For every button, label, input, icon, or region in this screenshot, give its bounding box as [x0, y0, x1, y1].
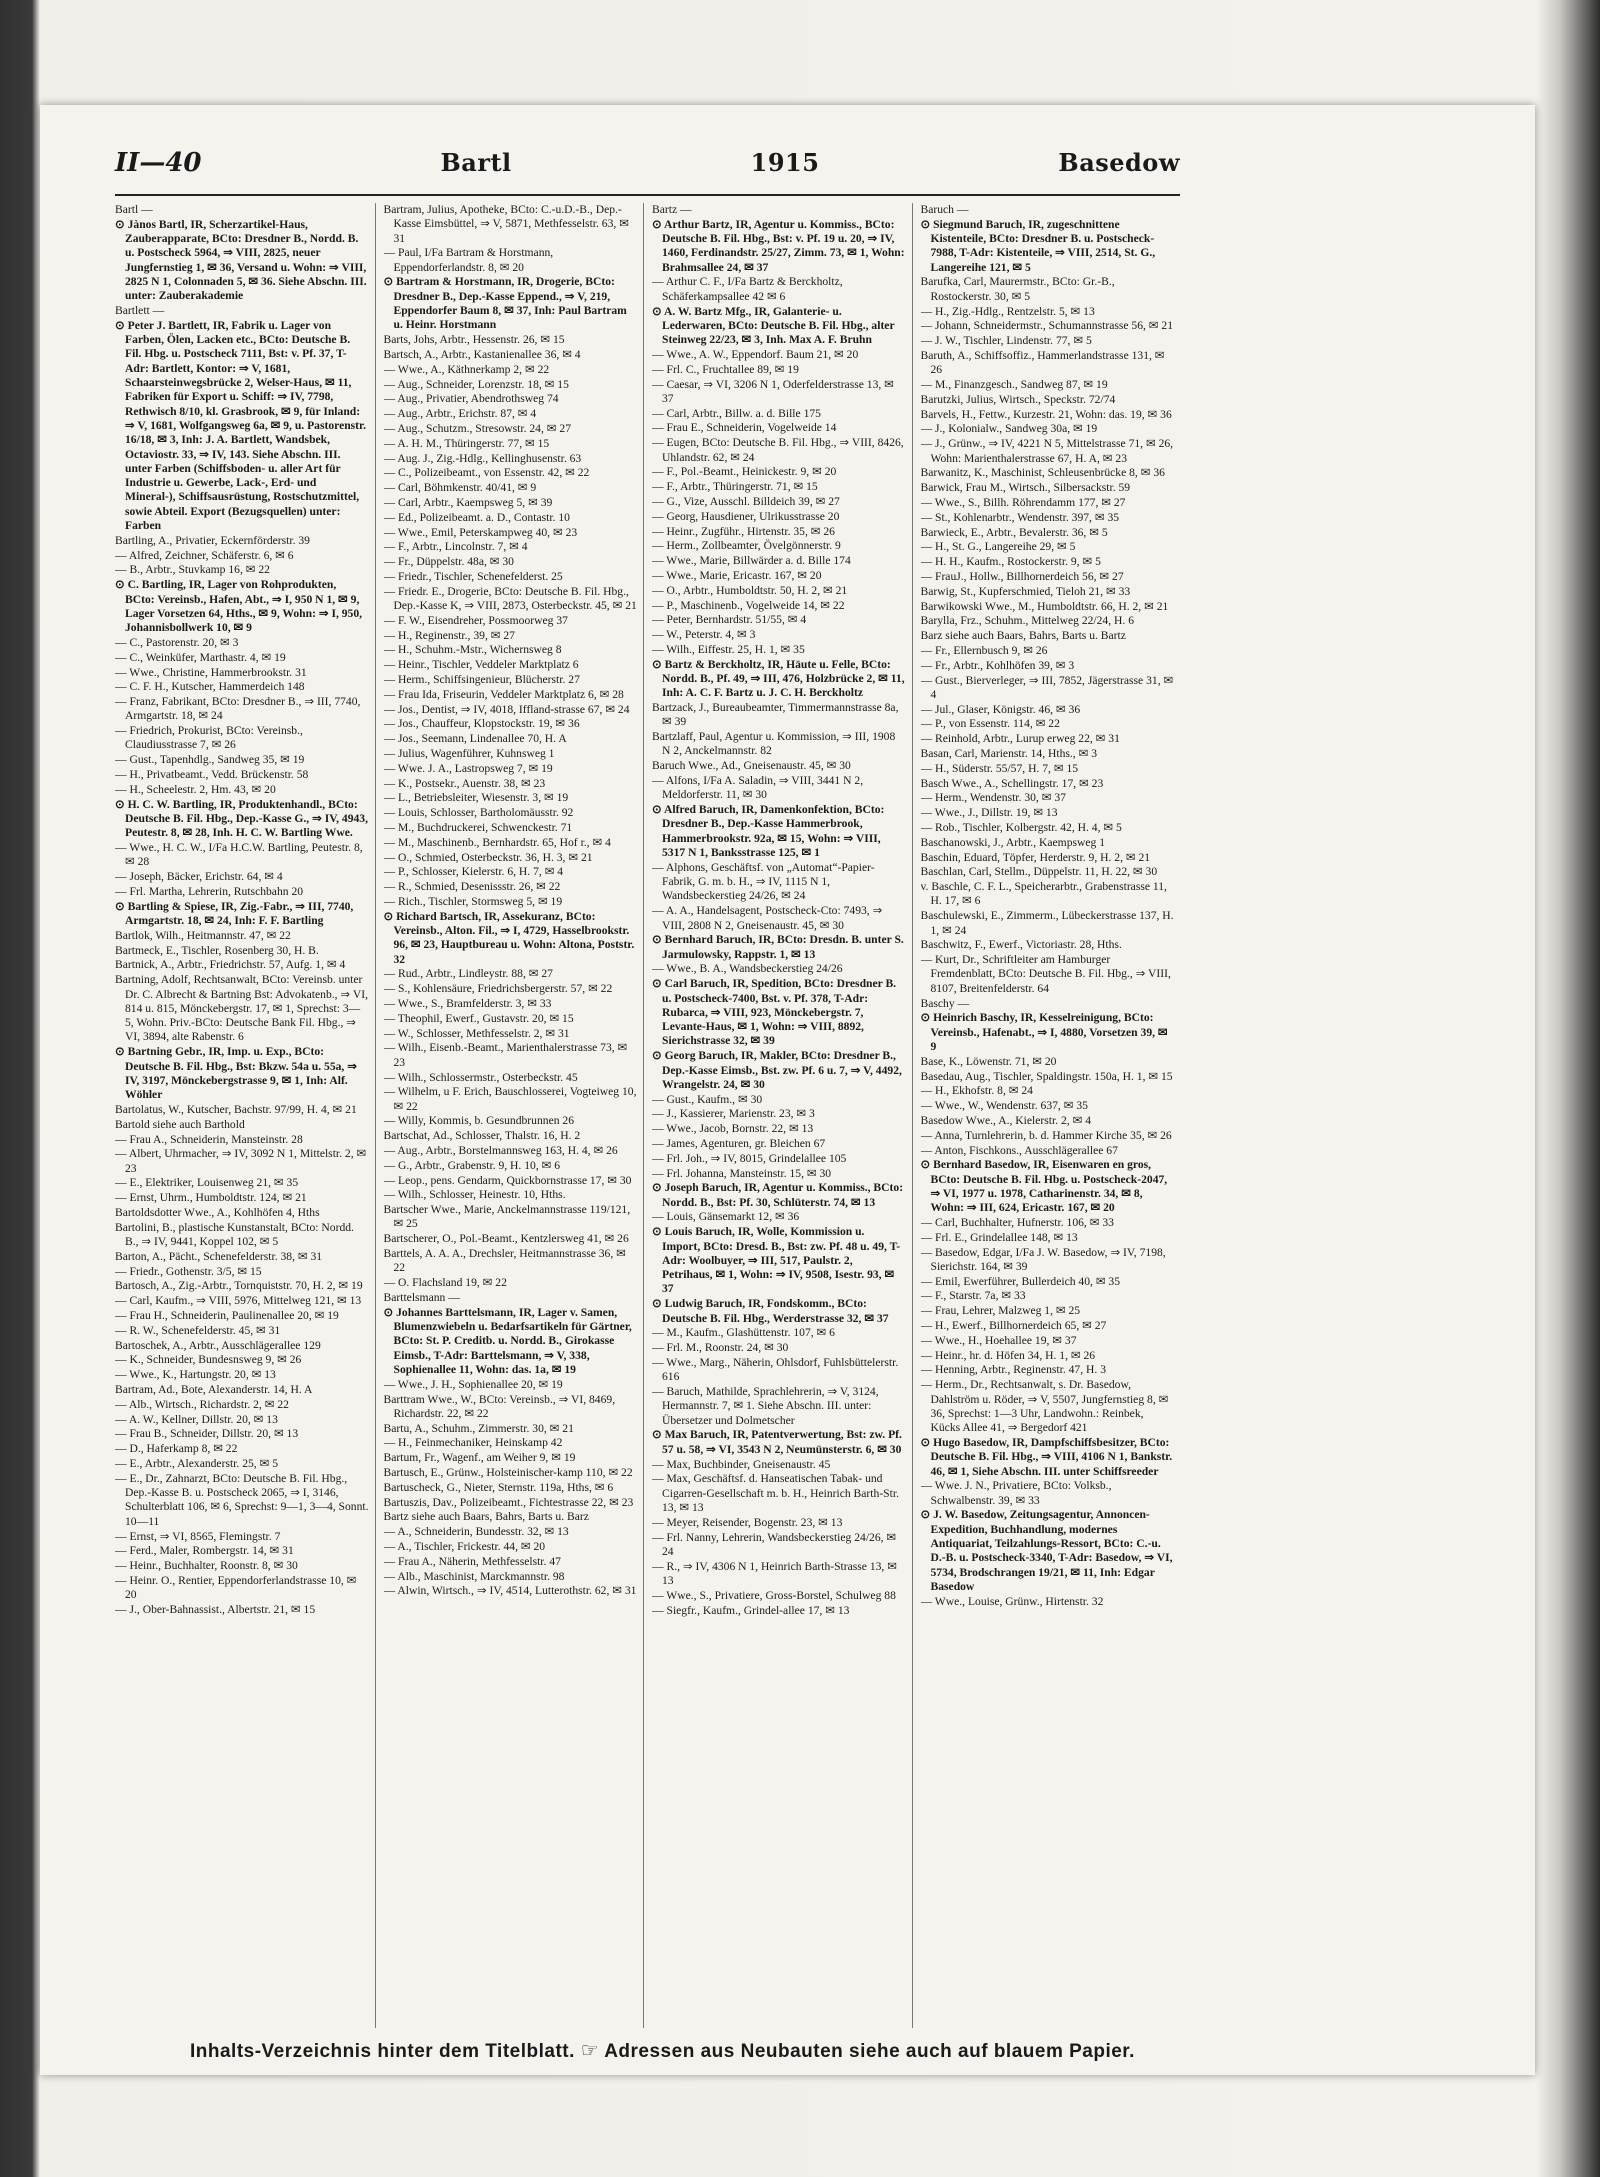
directory-entry: — Meyer, Reisender, Bogenstr. 23, ✉ 13	[652, 1515, 843, 1529]
directory-entry: — Rud., Arbtr., Lindleystr. 88, ✉ 27	[383, 967, 553, 981]
directory-entry: — Wwe., Christine, Hammerbrookstr. 31	[115, 665, 307, 679]
directory-entry: Baschanowski, J., Arbtr., Kaempsweg 1	[920, 835, 1106, 849]
directory-entry: — Louis, Gänsemarkt 12, ✉ 36	[652, 1210, 800, 1224]
directory-entry: Barwikowski Wwe., M., Humboldtstr. 66, H. 2, ✉ 21	[920, 599, 1169, 613]
footer-left-text: Inhalts-Verzeichnis hinter dem Titelblatt.	[190, 2041, 575, 2062]
directory-entry: Bartl —	[115, 203, 153, 216]
directory-entry: — Wwe., J. H., Sophienallee 20, ✉ 19	[383, 1377, 563, 1391]
directory-entry: — Wwe., J., Dillstr. 19, ✉ 13	[920, 806, 1058, 820]
directory-entry: — Leop., pens. Gendarm, Quickbornstrasse 17, ✉ 30	[383, 1173, 632, 1187]
directory-entry: — Aug., Schutzm., Stresowstr. 24, ✉ 27	[383, 421, 571, 435]
directory-entry: — Carl, Böhmkenstr. 40/41, ✉ 9	[383, 481, 537, 495]
directory-entry: — Herm., Wendenstr. 30, ✉ 37	[920, 791, 1066, 805]
directory-entry: — Aug., Schneider, Lorenzstr. 18, ✉ 15	[383, 377, 569, 391]
directory-entry: — Joseph, Bäcker, Erichstr. 64, ✉ 4	[115, 870, 283, 884]
directory-entry: — Frl. E., Grindelallee 148, ✉ 13	[920, 1230, 1078, 1244]
directory-entry: — Frl. Martha, Lehrerin, Rutschbahn 20	[115, 884, 304, 898]
directory-entry: ⊙ Bartz & Berckholtz, IR, Häute u. Felle, BCto: Nordd. B., Pf. 49, ⇒ III, 476, Holzbrücke 2, ✉ 11, Inh: A. C. F. Bartz u. J. C. H. Berckholtz	[652, 657, 905, 700]
directory-entry: ⊙ Richard Bartsch, IR, Assekuranz, BCto: Vereinsb., Alton. Fil., ⇒ I, 4729, Hasselbrookstr. 96, ✉ 23, Hauptbureau u. Wohn: Altona, Poststr. 32	[383, 909, 635, 966]
directory-entry: — Fr., Arbtr., Kohlhöfen 39, ✉ 3	[920, 658, 1075, 672]
directory-entry: — Albert, Uhrmacher, ⇒ IV, 3092 N 1, Mittelstr. 2, ✉ 23	[115, 1147, 367, 1175]
directory-entry: Barwieck, E., Arbtr., Bevalerstr. 36, ✉ 5	[920, 525, 1108, 539]
directory-entry: ⊙ Arthur Bartz, IR, Agentur u. Kommiss., BCto: Deutsche B. Fil. Hbg., Bst: v. Pf. 19 u. 20, ⇒ IV, 1460, Ferdinandstr. 25/27, Zimm. 73, ✉ 1, Wohn: Brahmsallee 24, ✉ 37	[652, 217, 905, 274]
page-number: II—40	[115, 148, 202, 178]
directory-entry: — J., Kassierer, Marienstr. 23, ✉ 3	[652, 1107, 815, 1121]
directory-entry: Bartzlaff, Paul, Agentur u. Kommission, ⇒ III, 1908 N 2, Anckelmannstr. 82	[652, 730, 896, 758]
directory-entry: Barvels, H., Fettw., Kurzestr. 21, Wohn: das. 19, ✉ 36	[920, 407, 1172, 421]
directory-entry: ⊙ Louis Baruch, IR, Wolle, Kommission u. Import, BCto: Dresd. B., Bst: zw. Pf. 48 u. 49, T-Adr: Woolbuyer, ⇒ III, 517, Paulstr. 2, Petrihaus, ✉ 1, Wohn: ⇒ IV, 9508, Isestr. 93, ✉ 37	[652, 1225, 901, 1296]
directory-entry: — Reinhold, Arbtr., Lurup erweg 22, ✉ 31	[920, 732, 1120, 746]
directory-entry: — F., Arbtr., Lincolnstr. 7, ✉ 4	[383, 540, 528, 554]
directory-entry: ⊙ Max Baruch, IR, Patentverwertung, Bst: zw. Pf. 57 u. 58, ⇒ VI, 3543 N 2, Neumünsterstr. 6, ✉ 30	[652, 1428, 902, 1456]
directory-entry: Barttram Wwe., W., BCto: Vereinsb., ⇒ VI, 8469, Richardstr. 22, ✉ 22	[383, 1392, 616, 1420]
directory-entry: ⊙ Ludwig Baruch, IR, Fondskomm., BCto: Deutsche B. Fil. Hbg., Werderstrasse 32, ✉ 37	[652, 1297, 889, 1325]
directory-entry: Bartram, Ad., Bote, Alexanderstr. 14, H. A	[115, 1383, 313, 1397]
directory-entry: — Anna, Turnlehrerin, b. d. Hammer Kirche 35, ✉ 26	[920, 1128, 1172, 1142]
directory-entry: Bartz siehe auch Baars, Bahrs, Barts u. Barz	[383, 1510, 589, 1524]
directory-entry: Baschlan, Carl, Stellm., Düppelstr. 11, H. 22, ✉ 30	[920, 865, 1158, 879]
directory-entry: — M., Buchdruckerei, Schwenckestr. 71	[383, 820, 573, 834]
directory-entry: — Siegfr., Kaufm., Grindel-allee 17, ✉ 13	[652, 1603, 850, 1617]
directory-entry: — Gust., Tapenhdlg., Sandweg 35, ✉ 19	[115, 753, 305, 767]
directory-entry: — Wwe., S., Billh. Röhrendamm 177, ✉ 27	[920, 495, 1126, 509]
directory-entry: — Julius, Wagenführer, Kuhnsweg 1	[383, 746, 555, 760]
directory-entry: Barton, A., Pächt., Schenefelderstr. 38, ✉ 31	[115, 1249, 323, 1263]
directory-entry: — Wwe., Marie, Ericastr. 167, ✉ 20	[652, 568, 822, 582]
directory-entry: — Friedrich, Prokurist, BCto: Vereinsb., Claudiusstrasse 7, ✉ 26	[115, 724, 303, 752]
directory-entry: Bartz —	[652, 203, 692, 216]
directory-entry: ⊙ Bernhard Basedow, IR, Eisenwaren en gros, BCto: Deutsche B. Fil. Hbg. u. Postscheck-2047, ⇒ VI, 1977 u. 1978, Catharinenstr. 34, ✉ 8, Wohn: ⇒ III, 624, Ericastr. 167, ✉ 20	[920, 1158, 1168, 1215]
directory-entry: — S., Kohlensäure, Friedrichsbergerstr. 57, ✉ 22	[383, 982, 613, 996]
directory-entry: — Jos., Dentist, ⇒ IV, 4018, Iffland-strasse 67, ✉ 24	[383, 702, 630, 716]
directory-entry: ⊙ Peter J. Bartlett, IR, Fabrik u. Lager von Farben, Ölen, Lacken etc., BCto: Deutsche B. Fil. Hbg. u. Postscheck 7111, Bst: v. Pf. 37, T-Adr: Bartlett, Kontor: ⇒ V, 1681, Schaarsteinwegsbrücke 2, Welser-Haus, ✉ 11, Fabriken für Export u. Schiff: ⇒ IV, 7798, Rethwisch 8/10, kl. Grasbrook, ✉ 9, für Inland: ⇒ V, 1681, Wolfgangsweg 6a, ✉ 9, u. Pastorenstr. 16/18, ✉ 3, Inh: J. A. Bartlett, Wandsbek, Octaviostr. 33, ⇒ IV, 143. Siehe Abschn. III. unter Farben (Schiffsboden- u. aller Art für Industrie u. Gewerbe, Lack-, Erd- und Mineral-), Schiffsausrüstung, Rostschutzmittel, sowie Abteil. Export (Bezugsquellen) unter: Farben	[115, 318, 367, 533]
directory-entry: Baschy —	[920, 996, 970, 1010]
directory-entry: — M., Maschinenb., Bernhardstr. 65, Hof r., ✉ 4	[383, 835, 611, 849]
directory-entry: Barwanitz, K., Maschinist, Schleusenbrücke 8, ✉ 36	[920, 466, 1165, 480]
directory-entry: — P., von Essenstr. 114, ✉ 22	[920, 717, 1060, 731]
directory-entry: — Frau A., Näherin, Methfesselstr. 47	[383, 1554, 561, 1568]
directory-entry: — Wwe., S., Bramfelderstr. 3, ✉ 33	[383, 997, 552, 1011]
directory-entry: — Wilh., Eiffestr. 25, H. 1, ✉ 35	[652, 642, 805, 656]
directory-entry: — A. A., Handelsagent, Postscheck-Cto: 7493, ⇒ VIII, 2808 N 2, Gneisenaustr. 45, ✉ 30	[652, 904, 883, 932]
directory-entry: — Frau Ida, Friseurin, Veddeler Marktplatz 6, ✉ 28	[383, 687, 624, 701]
directory-entry: — Max, Geschäftsf. d. Hanseatischen Tabak- und Cigarren-Gesellschaft m. b. H., Heinrich Barth-Str. 13, ✉ 13	[652, 1472, 899, 1514]
directory-entry: — H., St. G., Langereihe 29, ✉ 5	[920, 540, 1076, 554]
directory-entry: — Ferd., Maler, Rombergstr. 14, ✉ 31	[115, 1544, 294, 1558]
directory-entry: Bartoschek, A., Arbtr., Ausschlägerallee 129	[115, 1338, 321, 1352]
directory-entry: Barttelsmann —	[383, 1290, 460, 1304]
directory-entry: — Fr., Ellernbusch 9, ✉ 26	[920, 643, 1048, 657]
directory-entry: ⊙ Heinrich Baschy, IR, Kesselreinigung, BCto: Vereinsb., Hafenabt., ⇒ I, 4880, Vorsetzen 39, ✉ 9	[920, 1011, 1168, 1053]
directory-entry: — O., Schmied, Osterbeckstr. 36, H. 3, ✉ 21	[383, 850, 593, 864]
directory-entry: — P., Maschinenb., Vogelweide 14, ✉ 22	[652, 598, 845, 612]
directory-entry: — FrauJ., Hollw., Billhornerdeich 56, ✉ 27	[920, 569, 1124, 583]
directory-entry: — Basedow, Edgar, I/Fa J. W. Basedow, ⇒ IV, 7198, Sierichstr. 164, ✉ 39	[920, 1245, 1166, 1273]
directory-entry: — Ernst, Uhrm., Humboldtstr. 124, ✉ 21	[115, 1191, 307, 1205]
header-left-keyword: Bartl	[440, 148, 512, 177]
directory-entry: — E., Elektriker, Louisenweg 21, ✉ 35	[115, 1176, 299, 1190]
directory-entry: — B., Arbtr., Stuvkamp 16, ✉ 22	[115, 563, 270, 577]
directory-entry: — Wwe., Emil, Peterskampweg 40, ✉ 23	[383, 525, 578, 539]
directory-entry: — Frl. M., Roonstr. 24, ✉ 30	[652, 1341, 789, 1355]
directory-entry: — Caesar, ⇒ VI, 3206 N 1, Oderfelderstrasse 13, ✉ 37	[652, 377, 894, 405]
directory-entry: — Gust., Bierverleger, ⇒ III, 7852, Jägerstrasse 31, ✉ 4	[920, 673, 1174, 701]
directory-entry: — G., Vize, Ausschl. Billdeich 39, ✉ 27	[652, 494, 840, 508]
directory-entry: — Ernst, ⇒ VI, 8565, Flemingstr. 7	[115, 1529, 281, 1543]
directory-entry: — Jos., Seemann, Lindenallee 70, H. A	[383, 732, 567, 746]
directory-entry: — Theophil, Ewerf., Gustavstr. 20, ✉ 15	[383, 1011, 574, 1025]
directory-entry: ⊙ A. W. Bartz Mfg., IR, Galanterie- u. Lederwaren, BCto: Deutsche B. Fil. Hbg., alter Steinweg 22/23, ✉ 3, Inh. Max A. F. Bruhn	[652, 304, 895, 347]
directory-entry: — Friedr., Tischler, Schenefelderst. 25	[383, 569, 563, 583]
directory-entry: ⊙ Bartram & Horstmann, IR, Drogerie, BCto: Dresdner B., Dep.-Kasse Eppend., ⇒ V, 219, Eppendorfer Baum 8, ✉ 37, Inh: Paul Bartram u. Heinr. Horstmann	[383, 275, 627, 332]
directory-entry: — Aug. J., Zig.-Hdlg., Kellinghusenstr. 63	[383, 451, 582, 465]
directory-entry: — Wwe., Marg., Näherin, Ohlsdorf, Fuhlsbüttelerstr. 616	[652, 1355, 899, 1384]
directory-entry: — Frl. C., Fruchtallee 89, ✉ 19	[652, 362, 799, 376]
directory-entry: Baruth, A., Schiffsoffiz., Hammerlandstrasse 131, ✉ 26	[920, 348, 1165, 377]
directory-entry: — Baruch, Mathilde, Sprachlehrerin, ⇒ V, 3124, Hermannstr. 7, ✉ 1. Siehe Abschn. III. unter: Übersetzer und Dolmetscher	[652, 1385, 879, 1427]
directory-entry: — Max, Buchbinder, Gneisenaustr. 45	[652, 1457, 831, 1471]
directory-entry: — Franz, Fabrikant, BCto: Dresdner B., ⇒ III, 7740, Armgartstr. 18, ✉ 24	[115, 695, 361, 723]
column-1	[115, 203, 376, 2028]
directory-entry: — Alphons, Geschäftsf. von „Automat“-Papier-Fabrik, G. m. b. H., ⇒ IV, 1115 N 1, Wandsbeckerstieg 24/26, ✉ 24	[652, 860, 875, 903]
directory-entry: — Alb., Wirtsch., Richardstr. 2, ✉ 22	[115, 1397, 289, 1411]
directory-entry: — Heinr., hr. d. Höfen 34, H. 1, ✉ 26	[920, 1348, 1096, 1362]
directory-entry: — A. W., Kellner, Dillstr. 20, ✉ 13	[115, 1412, 278, 1426]
directory-entry: Bartscher Wwe., Marie, Anckelmannstrasse 119/121, ✉ 25	[383, 1203, 631, 1231]
directory-entry: — Arthur C. F., I/Fa Bartz & Berckholtz, Schäferkampsallee 42 ✉ 6	[652, 275, 843, 303]
directory-entry: ⊙ H. C. W. Bartling, IR, Produktenhandl., BCto: Deutsche B. Fil. Hbg., Dep.-Kasse G., ⇒ IV, 4943, Peutestr. 8, ✉ 28, Inh. H. C. W. Bartling Wwe.	[115, 797, 368, 840]
directory-entry: — Aug., Arbtr., Borstelmannsweg 163, H. 4, ✉ 26	[383, 1144, 618, 1157]
header-year: 1915	[750, 148, 820, 177]
directory-entry: — R. W., Schenefelderstr. 45, ✉ 31	[115, 1323, 281, 1337]
directory-entry: — L., Betriebsleiter, Wiesenstr. 3, ✉ 19	[383, 791, 569, 805]
directory-entry: Bartnick, A., Arbtr., Friedrichstr. 57, Aufg. 1, ✉ 4	[115, 958, 346, 972]
directory-entry: — Wwe., H., Hoehallee 19, ✉ 37	[920, 1333, 1077, 1347]
directory-entry: — Carl, Arbtr., Billw. a. d. Bille 175	[652, 406, 821, 420]
directory-entry: Barz siehe auch Baars, Bahrs, Barts u. Bartz	[920, 629, 1126, 643]
directory-entry: — Alfred, Zeichner, Schäferstr. 6, ✉ 6	[115, 548, 294, 562]
directory-entry: — W., Schlosser, Methfesselstr. 2, ✉ 31	[383, 1026, 570, 1040]
directory-entry: Bartuszis, Dav., Polizeibeamt., Fichtestrasse 22, ✉ 23	[383, 1495, 634, 1509]
directory-entry: — Frl. Nanny, Lehrerin, Wandsbeckerstieg 24/26, ✉ 24	[652, 1530, 897, 1558]
directory-entry: Bartzack, J., Bureaubeamter, Timmermannstrasse 8a, ✉ 39	[652, 701, 899, 729]
directory-entry: — J. W., Tischler, Lindenstr. 77, ✉ 5	[920, 334, 1092, 348]
directory-entry: — Alb., Maschinist, Marckmannstr. 98	[383, 1569, 565, 1583]
column-2	[384, 203, 645, 2028]
directory-entry: ⊙ Georg Baruch, IR, Makler, BCto: Dresdner B., Dep.-Kasse Eimsb., Bst. zw. Pf. 6 u. 7, ⇒ V, 4492, Wrangelstr. 24, ✉ 30	[652, 1049, 902, 1091]
directory-entry: — H., Ewerf., Billhornerdeich 65, ✉ 27	[920, 1319, 1107, 1333]
directory-entry: — H., Ekhofstr. 8, ✉ 24	[920, 1084, 1033, 1098]
directory-entry: — Jos., Chauffeur, Klopstockstr. 19, ✉ 36	[383, 717, 580, 731]
directory-entry: — Alfons, I/Fa A. Saladin, ⇒ VIII, 3441 N 2, Meldorferstr. 11, ✉ 30	[652, 774, 864, 802]
directory-entry: — Wwe., Louise, Grünw., Hirtenstr. 32	[920, 1594, 1104, 1608]
directory-entry: — Alwin, Wirtsch., ⇒ IV, 4514, Lutterothstr. 62, ✉ 31	[383, 1584, 637, 1598]
directory-entry: — R., Schmied, Desenissstr. 26, ✉ 22	[383, 880, 561, 894]
directory-entry: — F. W., Eisendreher, Possmoorweg 37	[383, 613, 568, 627]
directory-entry: Basedau, Aug., Tischler, Spaldingstr. 150a, H. 1, ✉ 15	[920, 1069, 1173, 1083]
directory-entry: ⊙ Carl Baruch, IR, Spedition, BCto: Dresdner B. u. Postscheck-7400, Bst. v. Pf. 378, T-Adr: Rubarca, ⇒ VIII, 923, Mönckebergstr. 7, Levante-Haus, ✉ 1, Wohn: ⇒ VIII, 8892, Sierichstrasse 32, ✉ 39	[652, 977, 897, 1048]
directory-entry: — Paul, I/Fa Bartram & Horstmann, Eppendorferlandstr. 8, ✉ 20	[383, 246, 554, 274]
directory-entry: Basedow Wwe., A., Kielerstr. 2, ✉ 4	[920, 1113, 1091, 1127]
directory-entry: Baruch Wwe., Ad., Gneisenaustr. 45, ✉ 30	[652, 759, 851, 773]
directory-entry: — Frau, Lehrer, Malzweg 1, ✉ 25	[920, 1304, 1081, 1318]
directory-entry: — C., Weinküfer, Marthastr. 4, ✉ 19	[115, 650, 286, 664]
directory-entry: ⊙ Bartning Gebr., IR, Imp. u. Exp., BCto: Deutsche B. Fil. Hbg., Bst: Bkzw. 54a u. 55a, ⇒ IV, 3197, Mönckebergstrasse 9, ✉ 1, Inh: Alf. Wöhler	[115, 1045, 357, 1102]
directory-entry: — H., Scheelestr. 2, Hm. 43, ✉ 20	[115, 782, 276, 796]
directory-entry: — H., Süderstr. 55/57, H. 7, ✉ 15	[920, 761, 1079, 775]
directory-entry: — M., Kaufm., Glashüttenstr. 107, ✉ 6	[652, 1326, 835, 1340]
directory-entry: — Jul., Glaser, Königstr. 46, ✉ 36	[920, 702, 1081, 716]
directory-entry: ⊙ C. Bartling, IR, Lager von Rohprodukten, BCto: Vereinsb., Hafen, Abt., ⇒ I, 950 N 1, ✉ 9, Lager Vorsetzen 64, Hths., ✉ 9, Wohn: ⇒ I, 950, Johannisbollwerk 10, ✉ 9	[115, 578, 363, 635]
directory-entry: — H. H., Kaufm., Rostockerstr. 9, ✉ 5	[920, 555, 1101, 569]
directory-entry: — Emil, Ewerführer, Bullerdeich 40, ✉ 35	[920, 1274, 1121, 1288]
directory-entry: ⊙ J. W. Basedow, Zeitungsagentur, Annoncen-Expedition, Buchhandlung, modernes Antiquariat, Teilzahlungs-Ressort, BCto: C.-u. D.-B. u. Postscheck-3340, T-Adr: Basedow, ⇒ VI, 5734, Brodschrangen 19/21, ✉ 11, Inh: Edgar Basedow	[920, 1508, 1173, 1593]
directory-entry: Bartschat, Ad., Schlosser, Thalstr. 16, H. 2	[383, 1129, 581, 1143]
directory-entry: — Georg, Hausdiener, Ulrikusstrasse 20	[652, 509, 840, 523]
directory-entry: — Wwe., A. W., Eppendorf. Baum 21, ✉ 20	[652, 347, 859, 361]
directory-entry: — Heinr., Zugführ., Hirtenstr. 35, ✉ 26	[652, 524, 835, 538]
directory-entry: Bartning, Adolf, Rechtsanwalt, BCto: Vereinsb. unter Dr. C. Albrecht & Bartning Bst: Advokatenb., ⇒ VI, 814 u. 815, Mönckebergstr. 17, ✉ 1, Sprechst: 3—5, Wohn. Priv.-BCto: Deutsche Bank Fil. Hbg., ⇒ VI, 3894, alte Rabenstr. 6	[115, 973, 368, 1044]
directory-entry: — Carl, Buchhalter, Hufnerstr. 106, ✉ 33	[920, 1215, 1114, 1229]
directory-entry: — Frau H., Schneiderin, Paulinenallee 20, ✉ 19	[115, 1309, 339, 1323]
directory-entry: — Wwe., Marie, Billwärder a. d. Bille 174	[652, 554, 851, 568]
directory-entry: — Anton, Fischkons., Ausschlägerallee 67	[920, 1143, 1118, 1157]
directory-entry: — Eugen, BCto: Deutsche B. Fil. Hbg., ⇒ VIII, 8426, Uhlandstr. 62, ✉ 24	[652, 436, 904, 464]
directory-entry: — A., Tischler, Frickestr. 44, ✉ 20	[383, 1540, 546, 1554]
directory-entry: Bartum, Fr., Wagenf., am Weiher 9, ✉ 19	[383, 1451, 576, 1465]
directory-entry: — H., Privatbeamt., Vedd. Brückenstr. 58	[115, 768, 309, 782]
directory-entry: Bartling, A., Privatier, Eckernförderstr. 39	[115, 533, 310, 547]
directory-entry: Basan, Carl, Marienstr. 14, Hths., ✉ 3	[920, 746, 1098, 760]
directory-entry: — Peter, Bernhardstr. 51/55, ✉ 4	[652, 613, 807, 627]
directory-entry: — Aug., Arbtr., Erichstr. 87, ✉ 4	[383, 407, 537, 421]
directory-entry: — R., ⇒ IV, 4306 N 1, Heinrich Barth-Strasse 13, ✉ 13	[652, 1559, 897, 1587]
directory-entry: — A. H. M., Thüringerstr. 77, ✉ 15	[383, 436, 550, 450]
directory-entry: — K., Schneider, Bundesnsweg 9, ✉ 26	[115, 1353, 302, 1367]
directory-entry: — C., Pastorenstr. 20, ✉ 3	[115, 635, 239, 649]
directory-entry: — Wwe., Jacob, Bornstr. 22, ✉ 13	[652, 1122, 814, 1136]
directory-entry: — Ed., Polizeibeamt. a. D., Contastr. 10	[383, 510, 570, 524]
directory-entry: Baruch —	[920, 203, 969, 216]
directory-entry: — Rob., Tischler, Kolbergstr. 42, H. 4, ✉ 5	[920, 820, 1122, 834]
directory-entry: — P., Schlosser, Kielerstr. 6, H. 7, ✉ 4	[383, 865, 564, 879]
directory-entry: Bartoldsdotter Wwe., A., Kohlhöfen 4, Hths	[115, 1205, 320, 1219]
directory-entry: — Friedr. E., Drogerie, BCto: Deutsche B. Fil. Hbg., Dep.-Kasse K, ⇒ VIII, 2873, Osterbeckstr. 45, ✉ 21	[383, 584, 637, 613]
directory-entry: Bartram, Julius, Apotheke, BCto: C.-u.D.-B., Dep.-Kasse Eimsbüttel, ⇒ V, 5871, Methfesselstr. 63, ✉ 31	[383, 203, 629, 245]
running-head	[115, 148, 1180, 188]
directory-entry: — Aug., Privatier, Abendrothsweg 74	[383, 392, 559, 406]
directory-entry: Bartolini, B., plastische Kunstanstalt, BCto: Nordd. B., ⇒ IV, 9441, Koppel 102, ✉ 5	[115, 1220, 354, 1249]
directory-entry: ⊙ Joseph Baruch, IR, Agentur u. Kommiss., BCto: Nordd. B., Bst: Pf. 30, Schlüterstr. 74, ✉ 13	[652, 1181, 904, 1209]
directory-entry: — Carl, Kaufm., ⇒ VIII, 5976, Mittelweg 121, ✉ 13	[115, 1294, 362, 1308]
directory-entry: — M., Finanzgesch., Sandweg 87, ✉ 19	[920, 378, 1108, 392]
directory-entry: — Kurt, Dr., Schriftleiter am Hamburger Fremdenblatt, BCto: Deutsche B. Fil. Hbg., ⇒ VIII, 8107, Breitenfelderstr. 64	[920, 953, 1171, 995]
directory-entry: — Wwe., A., Käthnerkamp 2, ✉ 22	[383, 362, 550, 376]
directory-entry: — J., Ober-Bahnassist., Albertstr. 21, ✉ 15	[115, 1603, 316, 1616]
directory-entry: — Carl, Arbtr., Kaempsweg 5, ✉ 39	[383, 495, 553, 509]
directory-entry: — Herm., Schiffsingenieur, Blücherstr. 27	[383, 673, 580, 686]
directory-entry: — G., Arbtr., Grabenstr. 9, H. 10, ✉ 6	[383, 1158, 561, 1172]
directory-entry: Barwig, St., Kupferschmied, Tieloh 21, ✉ 33	[920, 584, 1131, 598]
directory-entry: Bartolatus, W., Kutscher, Bachstr. 97/99, H. 4, ✉ 21	[115, 1102, 357, 1116]
directory-entry: — C. F. H., Kutscher, Hammerdeich 148	[115, 680, 305, 694]
directory-entry: — Gust., Kaufm., ✉ 30	[652, 1092, 763, 1106]
directory-entry: — J., Grünw., ⇒ IV, 4221 N 5, Mittelstrasse 71, ✉ 26, Wohn: Marienthalerstrasse 67, H. A, ✉ 23	[920, 437, 1174, 465]
directory-entry: ⊙ Hugo Basedow, IR, Dampfschiffsbesitzer, BCto: Deutsche B. Fil. Hbg., ⇒ VIII, 4106 N 1, Bankstr. 46, ✉ 1, Siehe Abschn. III. unter Schiffsreeder	[920, 1435, 1173, 1478]
directory-entry: ⊙ Bernhard Baruch, IR, BCto: Dresdn. B. unter S. Jarmulowsky, Rappstr. 1, ✉ 13	[652, 933, 904, 961]
footer-notice	[190, 2038, 1390, 2068]
directory-entry: Bartlett —	[115, 304, 165, 318]
directory-entry: — Wwe., W., Wendenstr. 637, ✉ 35	[920, 1099, 1088, 1113]
directory-entry: — W., Peterstr. 4, ✉ 3	[652, 628, 756, 642]
directory-entry: — F., Pol.-Beamt., Heinickestr. 9, ✉ 20	[652, 465, 837, 479]
directory-entry: — Wilhelm, u F. Erich, Bauschlosserei, Vogteiweg 10, ✉ 22	[383, 1085, 637, 1113]
directory-entry: — Wwe., K., Hartungstr. 20, ✉ 13	[115, 1368, 276, 1382]
column-4	[921, 203, 1181, 2028]
directory-entry: — Wilh., Eisenb.-Beamt., Marienthalerstrasse 73, ✉ 23	[383, 1041, 628, 1069]
directory-entry: — Frau B., Schneider, Dillstr. 20, ✉ 13	[115, 1427, 299, 1441]
directory-entry: — Herm., Dr., Rechtsanwalt, s. Dr. Basedow, Dahlström u. Röder, ⇒ V, 5507, Jungfernstieg 8, ✉ 36, Sprechst: 1—3 Uhr, Landwohn.: Reinbek, Kücks Allee 41, ⇒ Bergedorf 421	[920, 1378, 1169, 1435]
directory-entry: ⊙ Siegmund Baruch, IR, zugeschnittene Kistenteile, BCto: Dresdner B. u. Postscheck- 7988, T-Adr: Kistenteile, ⇒ VIII, 2514, St. G., Langereihe 121, ✉ 5	[920, 217, 1156, 274]
directory-entry: — Heinr., Tischler, Veddeler Marktplatz 6	[383, 658, 579, 672]
directory-entry: — St., Kohlenarbtr., Wendenstr. 397, ✉ 35	[920, 510, 1120, 524]
directory-entry: — D., Haferkamp 8, ✉ 22	[115, 1442, 238, 1456]
directory-entry: Bartlok, Wilh., Heitmannstr. 47, ✉ 22	[115, 928, 291, 942]
directory-entry: — J., Kolonialw., Sandweg 30a, ✉ 19	[920, 422, 1098, 436]
directory-entry: — Herm., Zollbeamter, Övelgönnerstr. 9	[652, 539, 841, 553]
directory-entry: — Willy, Kommis, b. Gesundbrunnen 26	[383, 1114, 574, 1128]
column-3	[652, 203, 913, 2028]
directory-entry: Bartosch, A., Zig.-Arbtr., Tornquiststr. 70, H. 2, ✉ 19	[115, 1279, 363, 1293]
directory-entry: Baschwitz, F., Ewerf., Victoriastr. 28, Hths.	[920, 938, 1122, 952]
directory-entry: — Wilh., Schlossermstr., Osterbeckstr. 45	[383, 1070, 578, 1084]
directory-entry: ⊙ Jànos Bartl, IR, Scherzartikel-Haus, Zauberapparate, BCto: Dresdner B., Nordd. B. u. Postscheck 5964, ⇒ VIII, 2825, neuer Jungfernstieg 1, ✉ 36, Versand u. Wohn: ⇒ VIII, 2825 N 1, Colonnaden 5, ✉ 36. Siehe Abschn. III. unter: Zauberakademie	[115, 217, 367, 303]
directory-entry: Bartsch, A., Arbtr., Kastanienallee 36, ✉ 4	[383, 347, 581, 361]
footer-right-text: Adressen aus Neubauten siehe auch auf blauem Papier.	[604, 2041, 1135, 2062]
directory-entry: Bartscherer, O., Pol.-Beamt., Kentzlersweg 41, ✉ 26	[383, 1232, 629, 1246]
header-rule	[115, 194, 1180, 196]
directory-entry: Baschin, Eduard, Töpfer, Herderstr. 9, H. 2, ✉ 21	[920, 850, 1151, 864]
directory-entry: — Wwe. J. N., Privatiere, BCto: Volksb., Schwalbenstr. 39, ✉ 33	[920, 1479, 1112, 1507]
directory-entry: — James, Agenturen, gr. Bleichen 67	[652, 1137, 826, 1150]
directory-entry: — F., Arbtr., Thüringerstr. 71, ✉ 15	[652, 480, 818, 494]
directory-entry: — H., Zig.-Hdlg., Rentzelstr. 5, ✉ 13	[920, 304, 1095, 318]
directory-entry: — Rich., Tischler, Stormsweg 5, ✉ 19	[383, 894, 563, 908]
directory-entry: — Wwe. J. A., Lastropsweg 7, ✉ 19	[383, 761, 553, 775]
directory-entry: — C., Polizeibeamt., von Essenstr. 42, ✉ 22	[383, 466, 590, 480]
directory-entry: — H., Reginenstr., 39, ✉ 27	[383, 628, 515, 642]
directory-entry: — Friedr., Gothenstr. 3/5, ✉ 15	[115, 1264, 262, 1278]
directory-entry: — O., Arbtr., Humboldtstr. 50, H. 2, ✉ 21	[652, 583, 848, 597]
directory-entry: Barttels, A. A. A., Drechsler, Heitmannstrasse 36, ✉ 22	[383, 1247, 626, 1275]
directory-entry: Barylla, Frz., Schuhm., Mittelweg 22/24, H. 6	[920, 614, 1134, 628]
directory-columns	[115, 203, 1180, 2028]
directory-entry: v. Baschle, C. F. L., Speicherarbtr., Grabenstrasse 11, H. 17, ✉ 6	[920, 880, 1167, 908]
directory-entry: — Heinr. O., Rentier, Eppendorferlandstrasse 10, ✉ 20	[115, 1573, 357, 1602]
directory-entry: — Johann, Schneidermstr., Schumannstrasse 56, ✉ 21	[920, 319, 1174, 333]
directory-entry: — Louis, Schlosser, Bartholomäusstr. 92	[383, 806, 574, 820]
directory-entry: Bartusch, E., Grünw., Holsteinischer-kamp 110, ✉ 22	[383, 1466, 633, 1480]
directory-entry: — Wilh., Schlosser, Heinestr. 10, Hths.	[383, 1188, 566, 1202]
directory-entry: — H., Schuhm.-Mstr., Wichernsweg 8	[383, 643, 562, 657]
directory-entry: Barutzki, Julius, Wirtsch., Speckstr. 72/74	[920, 392, 1116, 406]
directory-entry: — Frl. Johanna, Mansteinstr. 15, ✉ 30	[652, 1166, 832, 1180]
directory-entry: — Wwe., B. A., Wandsbeckerstieg 24/26	[652, 962, 843, 976]
directory-entry: — Wwe., S., Privatiere, Gross-Borstel, Schulweg 88	[652, 1588, 896, 1602]
directory-entry: Bartmeck, E., Tischler, Rosenberg 30, H. B.	[115, 943, 319, 957]
directory-entry: ⊙ Bartling & Spiese, IR, Zig.-Fabr., ⇒ III, 7740, Armgartstr. 18, ✉ 24, Inh: F. F. Bartling	[115, 899, 354, 928]
directory-entry: — F., Starstr. 7a, ✉ 33	[920, 1289, 1026, 1303]
directory-entry: Base, K., Löwenstr. 71, ✉ 20	[920, 1054, 1057, 1068]
directory-entry: — Heinr., Buchhalter, Roonstr. 8, ✉ 30	[115, 1559, 298, 1573]
pointing-hand-icon: ☞	[580, 2038, 600, 2062]
directory-entry: Barufka, Carl, Maurermstr., BCto: Gr.-B., Rostockerstr. 30, ✉ 5	[920, 275, 1115, 303]
directory-entry: — O. Flachsland 19, ✉ 22	[383, 1276, 507, 1290]
directory-entry: Bartuscheck, G., Nieter, Sternstr. 119a, Hths, ✉ 6	[383, 1480, 614, 1494]
directory-entry: — Fr., Düppelstr. 48a, ✉ 30	[383, 555, 514, 569]
directory-entry: Bartu, A., Schuhm., Zimmerstr. 30, ✉ 21	[383, 1421, 574, 1435]
directory-entry: — Henning, Arbtr., Reginenstr. 47, H. 3	[920, 1363, 1106, 1377]
directory-entry: Basch Wwe., A., Schellingstr. 17, ✉ 23	[920, 776, 1104, 790]
directory-entry: Bartold siehe auch Barthold	[115, 1117, 245, 1131]
directory-entry: — Frau A., Schneiderin, Mansteinstr. 28	[115, 1132, 303, 1146]
directory-entry: — E., Arbtr., Alexanderstr. 25, ✉ 5	[115, 1457, 278, 1471]
directory-entry: — E., Dr., Zahnarzt, BCto: Deutsche B. Fil. Hbg., Dep.-Kasse B. u. Postscheck 2065, ⇒ I, 3146, Schulterblatt 106, ✉ 6, Sprechst: 9—1, 3—4, Sonnt. 10—11	[115, 1471, 369, 1528]
directory-entry: — A., Schneiderin, Bundesstr. 32, ✉ 13	[383, 1525, 569, 1539]
directory-entry: — Wwe., H. C. W., I/Fa H.C.W. Bartling, Peutestr. 8, ✉ 28	[115, 841, 363, 869]
directory-entry: Barwick, Frau M., Wirtsch., Silbersackstr. 59	[920, 481, 1131, 495]
directory-entry: Barts, Johs, Arbtr., Hessenstr. 26, ✉ 15	[383, 333, 565, 347]
header-right-keyword: Basedow	[1058, 148, 1180, 177]
directory-entry: — Frau E., Schneiderin, Vogelweide 14	[652, 421, 837, 435]
directory-entry: — K., Postsekr., Auenstr. 38, ✉ 23	[383, 776, 546, 790]
directory-entry: — Frl. Joh., ⇒ IV, 8015, Grindelallee 105	[652, 1151, 847, 1165]
directory-entry: ⊙ Alfred Baruch, IR, Damenkonfektion, BCto: Dresdner B., Dep.-Kasse Hammerbrook, Hammerbrookstr. 92a, ✉ 15, Wohn: ⇒ VIII, 5317 N 1, Banksstrasse 125, ✉ 1	[652, 803, 885, 860]
directory-entry: — H., Feinmechaniker, Heinskamp 42	[383, 1436, 563, 1450]
directory-entry: Baschulewski, E., Zimmerm., Lübeckerstrasse 137, H. 1, ✉ 24	[920, 909, 1174, 937]
directory-entry: ⊙ Johannes Barttelsmann, IR, Lager v. Samen, Blumenzwiebeln u. Bedarfsartikeln für Gärtner, BCto: St. P. Creditb. u. Nordd. B., Girokasse Eimsb., T-Adr: Barttelsmann, ⇒ V, 338, Sophienallee 11, Wohn: das. 1a, ✉ 19	[383, 1305, 632, 1376]
